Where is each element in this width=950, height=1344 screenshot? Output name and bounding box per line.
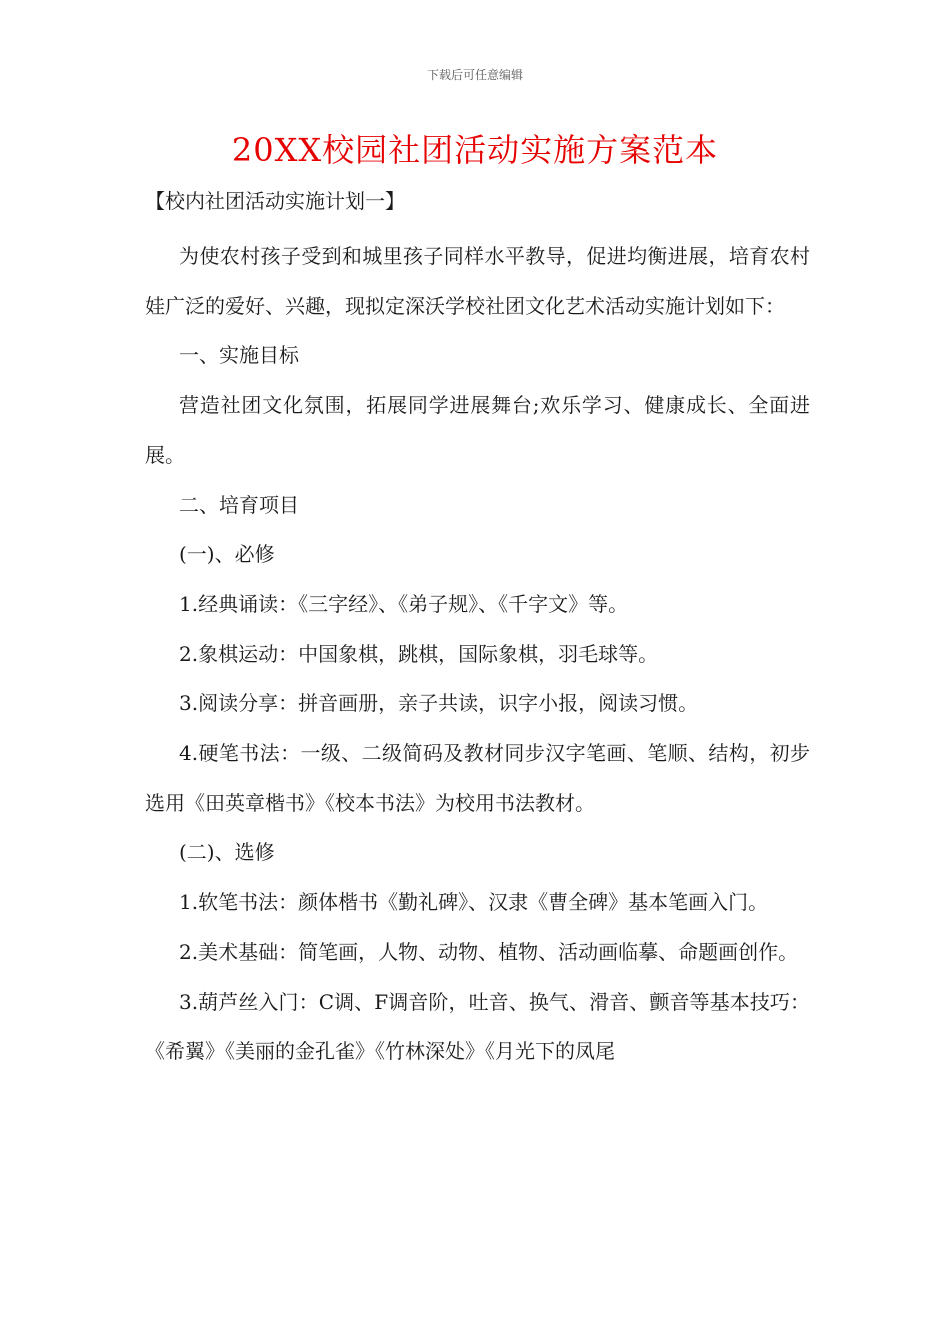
document-title: 20XX校园社团活动实施方案范本 (231, 131, 719, 169)
subheading-required: (一)、必修 (179, 542, 275, 567)
list-item-elective-2: 2.美术基础：简笔画，人物、动物、植物、活动画临摹、命题画创作。 (179, 939, 799, 964)
list-item-required-2: 2.象棋运动：中国象棋，跳棋，国际象棋，羽毛球等。 (179, 641, 659, 666)
header-note: 下载后可任意编辑 (426, 68, 523, 82)
section-heading: 【校内社团活动实施计划一】 (145, 189, 405, 213)
heading-projects: 二、培育项目 (179, 492, 299, 517)
list-item-required-1: 1.经典诵读：《三字经》、《弟子规》、《千字文》等。 (179, 591, 629, 616)
subheading-elective: (二)、选修 (179, 840, 275, 865)
heading-objectives: 一、实施目标 (179, 343, 299, 368)
list-item-required-3: 3.阅读分享：拼音画册，亲子共读，识字小报，阅读习惯。 (179, 691, 699, 716)
paragraph-objectives: 营造社团文化氛围，拓展同学进展舞台;欢乐学习、健康成长、全面进展。 (145, 393, 810, 467)
list-item-elective-1: 1.软笔书法：颜体楷书《勤礼碑》、汉隶《曹全碑》基本笔画入门。 (179, 890, 769, 915)
list-item-required-4: 4.硬笔书法：一级、二级简码及教材同步汉字笔画、笔顺、结构，初步选用《田英章楷书》《校本书法》为校用书法教材。 (145, 741, 810, 815)
list-item-elective-3: 3.葫芦丝入门：C调、F调音阶，吐音、换气、滑音、颤音等基本技巧：《希翼》《美丽的金孔雀》《竹林深处》《月光下的凤尾 (145, 989, 810, 1064)
paragraph-intro: 为使农村孩子受到和城里孩子同样水平教导，促进均衡进展，培育农村娃广泛的爱好、兴趣，现拟定深沃学校社团文化艺术活动实施计划如下： (145, 244, 810, 318)
document-body (145, 232, 810, 1077)
